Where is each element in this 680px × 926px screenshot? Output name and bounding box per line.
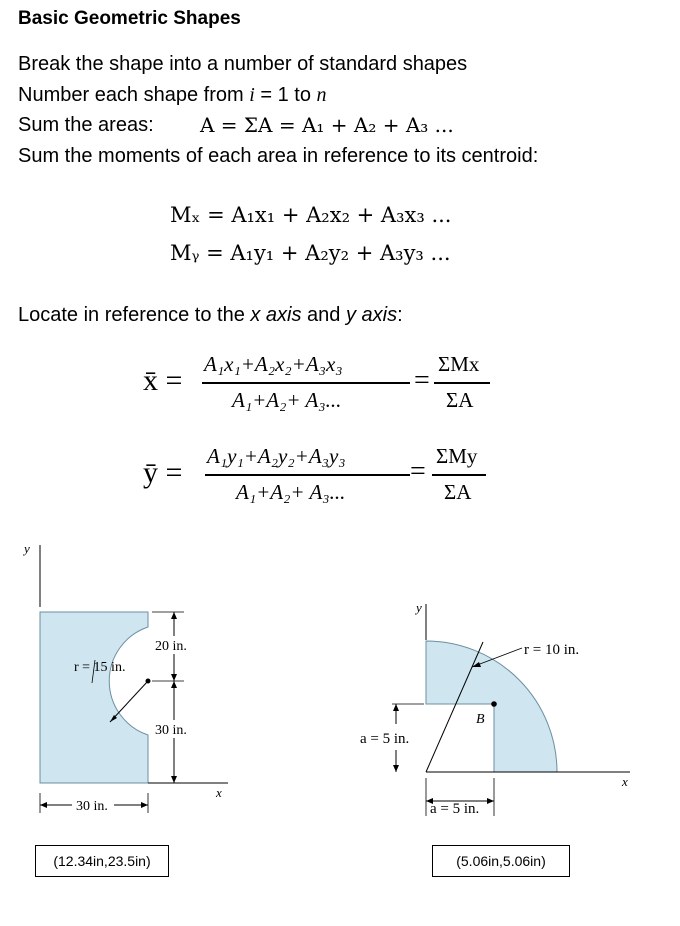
xbar-equals: = [414, 365, 430, 396]
sum-areas-formula: A = ΣA = A₁ + A₂ + A₃ ... [200, 113, 454, 137]
xbar-fraction-bar [202, 382, 410, 384]
answer-box-figure-1: (12.34in,23.5in) [35, 845, 169, 877]
ybar-numerator-2: ΣMy [436, 444, 478, 468]
fig1-arrow-5 [40, 802, 47, 808]
locate-and: and [301, 304, 346, 326]
xbar-numerator-2: ΣMx [438, 352, 480, 376]
fig2-arrow-4 [487, 798, 494, 804]
fig2-arrow-1 [393, 704, 399, 711]
fig2-radius-label: r = 10 in. [524, 642, 580, 658]
fig1-radius-label: r = 15 in. [74, 660, 126, 675]
sum-areas-label: Sum the areas: [18, 114, 154, 136]
fig2-y-label: y [416, 600, 422, 615]
xbar-lhs: x̄ = [143, 364, 183, 397]
fig1-arrow-4 [171, 776, 177, 783]
step-break-shape: Break the shape into a number of standard shapes [18, 53, 468, 75]
locate-suffix: : [397, 304, 403, 326]
figure-2-diagram [340, 590, 660, 830]
step-sum-moments: Sum the moments of each area in reference to its centroid: [18, 145, 539, 167]
ybar-numerator: A₁y₁+A₂y₂+A₃y₃ [207, 444, 346, 468]
xbar-denominator-2: ΣA [446, 388, 474, 412]
fig1-arrow-2 [171, 674, 177, 681]
ybar-lhs: ȳ = [143, 456, 183, 489]
step-sum-areas [18, 114, 154, 137]
xbar-fraction-bar-2 [434, 382, 490, 384]
xbar-numerator: A₁x₁+A₂x₂+A₃x₃ [204, 352, 343, 376]
fig2-point-b-label: B [476, 712, 485, 727]
ybar-equals: = [410, 456, 426, 487]
ybar-fraction-bar-2 [432, 474, 486, 476]
fig2-shape [426, 641, 557, 772]
locate-y-axis: y axis [345, 304, 398, 326]
step-number-eq: = 1 to [254, 84, 317, 106]
locate-line [18, 304, 403, 327]
fig1-x-label: x [216, 785, 222, 800]
ybar-denominator: A₁+A₂+ A₃... [236, 480, 346, 504]
fig2-x-label: x [622, 774, 628, 789]
moment-mx-equation: Mₓ = A₁x₁ + A₂x₂ + A₃x₃ ... [170, 203, 452, 227]
answer-box-figure-2: (5.06in,5.06in) [432, 845, 570, 877]
fig1-arrow-6 [141, 802, 148, 808]
var-i: i [249, 84, 255, 106]
page-title: Basic Geometric Shapes [18, 8, 241, 29]
fig1-arrow-1 [171, 612, 177, 619]
xbar-denominator: A₁+A₂+ A₃... [232, 388, 342, 412]
fig1-shape [40, 612, 148, 783]
locate-prefix: Locate in reference to the [18, 304, 251, 326]
ybar-fraction-bar [205, 474, 410, 476]
fig1-radius-line [110, 681, 148, 722]
locate-x-axis: x axis [250, 304, 302, 326]
var-n: n [316, 84, 327, 106]
fig2-arrow-2 [393, 765, 399, 772]
step-number-shapes [18, 84, 327, 107]
figure-1-diagram [0, 535, 320, 835]
fig2-dim-a-horizontal-label: a = 5 in. [430, 801, 480, 817]
fig1-arrow-3 [171, 681, 177, 688]
fig1-dim-width-label: 30 in. [76, 799, 108, 814]
fig2-dim-a-vertical-label: a = 5 in. [360, 731, 410, 747]
fig2-point-b [491, 701, 497, 707]
fig1-dim-top-label: 20 in. [155, 639, 187, 654]
step-number-prefix: Number each shape from [18, 84, 250, 106]
fig1-y-label: y [24, 541, 30, 556]
moment-my-equation: Mᵧ = A₁y₁ + A₂y₂ + A₃y₃ ... [170, 241, 451, 265]
fig1-dim-bottom-label: 30 in. [155, 723, 187, 738]
ybar-denominator-2: ΣA [444, 480, 472, 504]
